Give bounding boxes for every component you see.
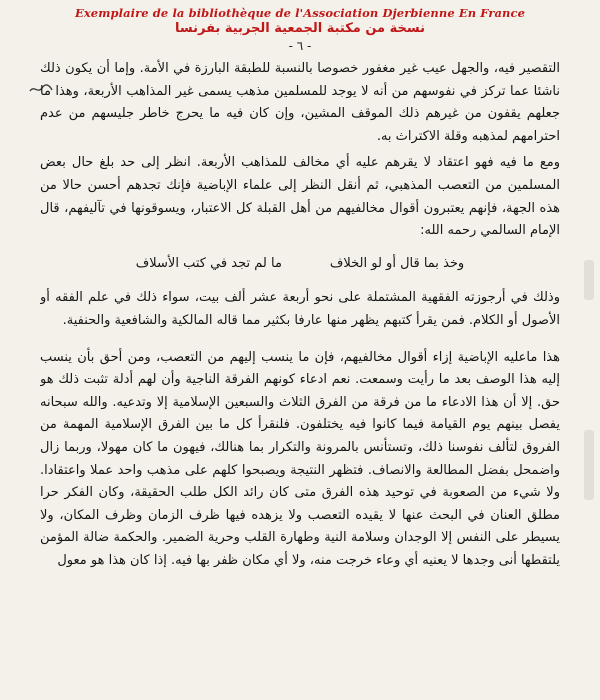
library-stamp-arabic: نسخة من مكتبة الجمعية الجربية بفرنسا [175, 21, 425, 36]
binding-shadow [584, 260, 594, 300]
poem-verse [40, 253, 560, 276]
verse-second-hemistich: ما لم تجد في كتب الأسلاف [135, 255, 282, 271]
paragraph: هذا ماعليه الإباضية إزاء أقوال مخالفيهم، فإن ما ينسب إليهم من التعصب، ومن أحق بأن ينسب إليه هذا الوصف بعد ما رأيت وسمعت. نعم ادعاء كونهم الفرقة الناجية وأن لهم أدلة تثبت ذلك هو حق. إلا أن هذا الادعاء ما من فرقة من الفرق الثلاث والسبعين الإسلامية إلا وتدعيه. والله سبحانه يفصل بينهم يوم القيامة فيما كانوا فيه يختلفون. فلنقرأ كل ما بين الفرق الإسلامية المهمة من الفروق لتألف نفوسنا ذلك، وتستأنس بالمرونة والتكرار بما هنالك، فيهون ما كان مهولا، وربما زال واضمحل بفضل المطالعة والانصاف. فتظهر النتيجة ويصبحوا كلهم على مذهب واحد عملا واعتقادا. ولا شيء من الصعوبة في توحيد هذه الفرق متى كان رائد الكل طلب الحقيقة، وكان الفكر حرا مطلق العنان في البحث عنها لا يقيده التعصب ولا يزهده فيها ظرف الزمان وظرف المكان، ولا يسيطر على النفس إلا الوجدان وسلامة النية وطهارة القلب وحرية الضمير. والحكمة ضالة المؤمن يلتقطها أنى وجدها لا يعنيه أي وعاء خرجت منه، ولا أي مكان ظفر بها فيه. إذا كان هذا هو معول [40, 349, 560, 568]
page-number: - ٦ - [288, 39, 312, 53]
paragraph: وذلك في أرجوزته الفقهية المشتملة على نحو أربعة عشر ألف بيت، سواء ذلك في علم الفقه أو الأصول أو الكلام. فمن يقرأ كتبهم يظهر منها عارفا بكثير مما قاله المالكية والشافعية والحنفية. [40, 290, 560, 328]
verse-first-hemistich: وخذ بما قال أو لو الخلاف [329, 255, 465, 271]
paragraph: ومع ما فيه فهو اعتقاد لا يقرهم عليه أي مخالف للمذاهب الأربعة. انظر إلى حد بلغ حال بعض المسلمين من التعصب المذهبي، ثم أنقل النظر إلى علماء الإباضية فإنك تجدهم أحسن حالا من هذه الجهة، فإنهم يعتبرون أقوال مخالفيهم من أهل القبلة كل الاعتبار، ويسوقونها في تآليفهم، قال الإمام السالمي رحمه الله: [40, 155, 560, 239]
paragraph: التقصير فيه، والجهل عيب غير مغفور خصوصا بالنسبة للطبقة البارزة في الأمة. وإما أن يكون ذلك ناشئا عما تركز في نفوسهم من أنه لا يوجد للمسلمين مذهب يسمى غير المذاهب الأربعة، وهذا ما جعلهم يقفون من غيرهم ذلك الموقف المشين، وإن كان فيه ما يحرج خاطر جليسهم من عدم احترامهم لمذهبه وقلة الاكتراث به. [40, 61, 560, 144]
body-text [40, 58, 560, 690]
binding-shadow [584, 430, 594, 500]
library-stamp-french: Exemplaire de la bibliothèque de l'Association Djerbienne En France [74, 6, 526, 20]
